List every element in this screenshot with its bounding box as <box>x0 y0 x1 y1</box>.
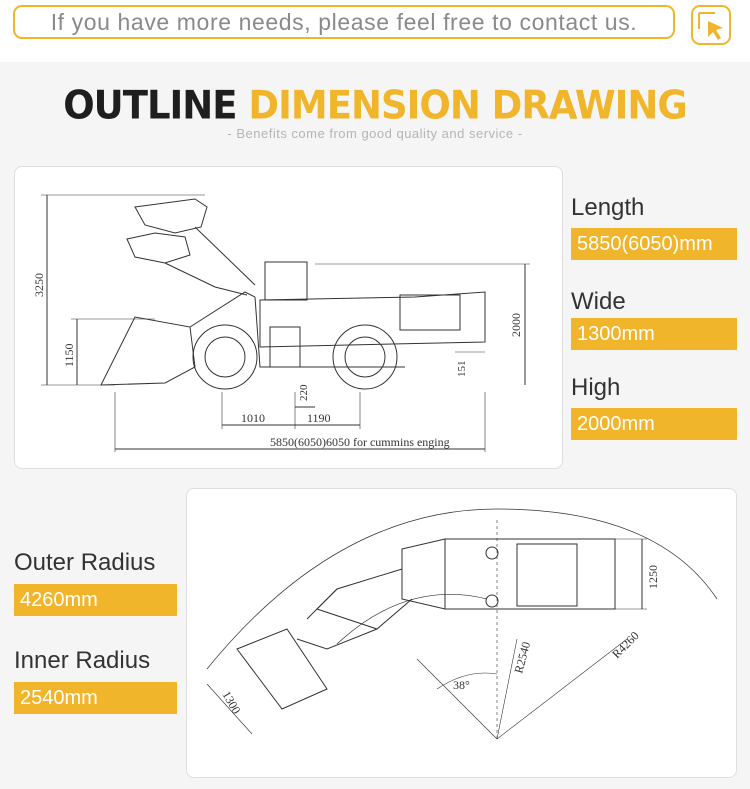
dim-2000: 2000 <box>509 313 523 337</box>
pointer-click-icon <box>693 7 729 43</box>
contact-button[interactable] <box>691 5 731 45</box>
spec-inner-radius-value: 2540mm <box>14 682 177 714</box>
spec-length-label: Length <box>571 194 645 221</box>
dim-1190: 1190 <box>307 411 331 425</box>
side-view-drawing <box>15 167 562 468</box>
dim-3250: 3250 <box>32 273 46 297</box>
dim-1300: 1300 <box>219 688 244 717</box>
spec-wide-label: Wide <box>571 288 626 315</box>
dim-r2540: R2540 <box>511 640 534 675</box>
page-title <box>0 83 750 128</box>
spec-high-value: 2000mm <box>571 408 737 440</box>
turn-view-card <box>186 488 737 778</box>
dim-1150: 1150 <box>62 343 76 367</box>
page-subtitle: - Benefits come from good quality and service - <box>227 126 523 141</box>
spec-outer-radius-value: 4260mm <box>14 584 177 616</box>
dim-r4260: R4260 <box>609 628 642 662</box>
dim-38: 38° <box>453 678 470 692</box>
title-gold: DIMENSION DRAWING <box>248 82 687 129</box>
spec-high-label: High <box>571 374 621 401</box>
turn-view-drawing <box>187 489 736 777</box>
dim-1250: 1250 <box>646 565 660 589</box>
spec-outer-radius-label: Outer Radius <box>14 549 156 576</box>
dim-length-note: 5850(6050)6050 for cummins enging <box>270 435 450 449</box>
side-view-card <box>14 166 563 469</box>
dim-151: 151 <box>456 360 468 377</box>
contact-banner[interactable]: If you have more needs, please feel free to contact us. <box>13 5 675 39</box>
spec-inner-radius-label: Inner Radius <box>14 647 151 674</box>
dim-1010: 1010 <box>241 411 265 425</box>
dim-220: 220 <box>298 384 310 401</box>
title-dark: OUTLINE <box>63 82 237 129</box>
spec-wide-value: 1300mm <box>571 318 737 350</box>
spec-length-value: 5850(6050)mm <box>571 228 737 260</box>
